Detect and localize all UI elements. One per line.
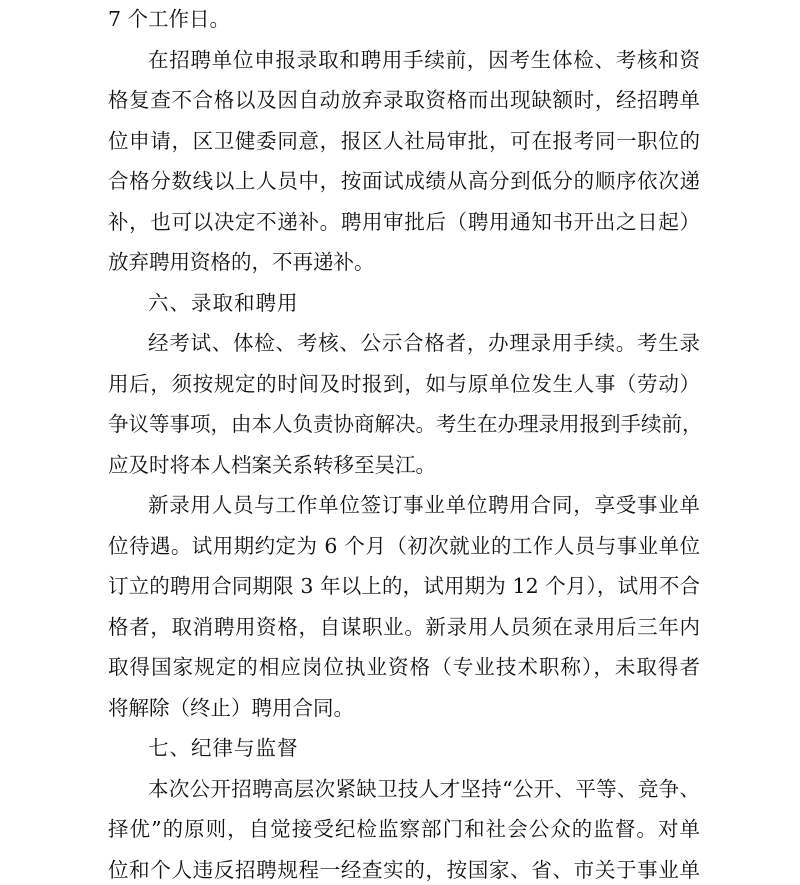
section-heading-admission: 六、录取和聘用: [148, 290, 299, 315]
paragraph-line: 将解除（终止）聘用合同。: [108, 695, 354, 720]
paragraph-line: 格者，取消聘用资格，自谋职业。新录用人员须在录用后三年内: [108, 614, 700, 639]
paragraph-line: 补，也可以决定不递补。聘用审批后（聘用通知书开出之日起）: [108, 209, 700, 234]
paragraph-line: 订立的聘用合同期限 3 年以上的，试用期为 12 个月），试用不合: [108, 574, 700, 598]
paragraph-line: 经考试、体检、考核、公示合格者，办理录用手续。考生录: [148, 331, 700, 355]
paragraph-line: 择优”的原则，自觉接受纪检监察部门和社会公众的监督。对单: [108, 817, 700, 841]
paragraph-line: 在招聘单位申报录取和聘用手续前，因考生体检、考核和资: [148, 47, 700, 72]
paragraph-line: 合格分数线以上人员中，按面试成绩从高分到低分的顺序依次递: [108, 169, 700, 193]
paragraph-line: 争议等事项，由本人负责协商解决。考生在办理录用报到手续前，: [108, 412, 703, 436]
paragraph-line: 用后，须按规定的时间及时报到，如与原单位发生人事（劳动）: [108, 371, 700, 396]
paragraph-line: 应及时将本人档案关系转移至吴江。: [108, 452, 436, 477]
paragraph-line: 7 个工作日。: [108, 7, 231, 31]
paragraph-line: 位和个人违反招聘规程一经查实的，按国家、省、市关于事业单: [108, 857, 700, 882]
paragraph-line: 位申请，区卫健委同意，报区人社局审批，可在报考同一职位的: [108, 128, 700, 153]
paragraph-line: 新录用人员与工作单位签订事业单位聘用合同，享受事业单: [148, 493, 700, 517]
paragraph-line: 放弃聘用资格的，不再递补。: [108, 250, 375, 274]
paragraph-line: 位待遇。试用期约定为 6 个月（初次就业的工作人员与事业单位: [108, 533, 700, 558]
paragraph-line: 格复查不合格以及因自动放弃录取资格而出现缺额时，经招聘单: [108, 88, 700, 112]
section-heading-discipline: 七、纪律与监督: [148, 736, 299, 760]
paragraph-line: 本次公开招聘高层次紧缺卫技人才坚持“公开、平等、竞争、: [148, 776, 700, 801]
paragraph-line: 取得国家规定的相应岗位执业资格（专业技术职称），未取得者: [108, 655, 700, 679]
